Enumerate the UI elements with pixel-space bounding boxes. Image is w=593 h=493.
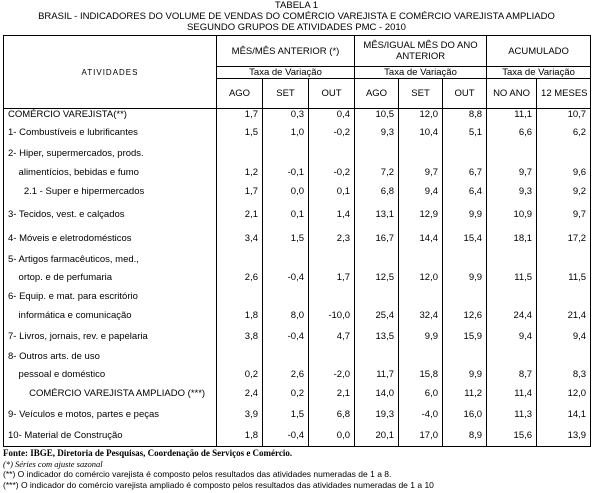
row-value: 1,8	[217, 307, 263, 325]
row-value: 11,7	[355, 366, 399, 383]
row-value	[537, 286, 591, 307]
table-number: TABELA 1	[274, 0, 319, 11]
row-value: 9,6	[537, 163, 591, 182]
row-value: 6,7	[443, 163, 487, 182]
row-value: 10,4	[399, 121, 443, 144]
row-value: 0,2	[263, 383, 309, 404]
row-value	[487, 144, 537, 163]
row-value: -0,4	[263, 325, 309, 348]
row-value: 9,4	[537, 325, 591, 348]
row-label: 1- Combustíveis e lubrificantes	[4, 121, 217, 144]
group-header-mes-anterior: MÊS/MÊS ANTERIOR (*)	[217, 36, 355, 67]
row-value: 19,3	[355, 404, 399, 425]
row-label: 7- Livros, jornais, rev. e papelaria	[4, 325, 217, 348]
col-header: AGO	[355, 79, 399, 109]
row-value: 9,7	[537, 202, 591, 227]
footnote-3: (***) O indicador do comércio varejista ampliado é composto pelos resultados das atividades numeradas de 1 a 10	[3, 479, 434, 490]
row-value: 9,9	[443, 269, 487, 286]
row-label: informática e comunicação	[4, 307, 217, 325]
table-row	[4, 121, 591, 144]
table-row	[4, 404, 591, 425]
row-value: 25,4	[355, 307, 399, 325]
row-value	[309, 144, 355, 163]
row-value: 15,8	[399, 366, 443, 383]
row-value: 1,4	[309, 202, 355, 227]
row-value: 11,3	[487, 404, 537, 425]
row-label: 4- Móveis e eletrodomésticos	[4, 227, 217, 251]
row-value: -0,4	[263, 269, 309, 286]
row-value: 9,9	[399, 325, 443, 348]
table-row	[4, 366, 591, 383]
subheader-taxa: Taxa de Variação	[217, 67, 355, 79]
row-value: 8,9	[443, 425, 487, 447]
row-value: 8,3	[537, 366, 591, 383]
row-value: 21,4	[537, 307, 591, 325]
row-value: 7,2	[355, 163, 399, 182]
row-value: 32,4	[399, 307, 443, 325]
row-value	[355, 286, 399, 307]
row-value: -0,4	[263, 425, 309, 447]
row-value	[399, 251, 443, 269]
row-label: COMÉRCIO VAREJISTA(**)	[4, 109, 217, 121]
row-value	[355, 348, 399, 366]
row-value: -10,0	[309, 307, 355, 325]
table-row	[4, 425, 591, 447]
row-value: 1,0	[263, 121, 309, 144]
row-value: 9,9	[443, 202, 487, 227]
row-value: 9,4	[399, 182, 443, 202]
row-value: 11,5	[537, 269, 591, 286]
row-value: 1,5	[217, 121, 263, 144]
table-row	[4, 383, 591, 404]
row-value: 10,7	[537, 109, 591, 121]
row-value	[399, 286, 443, 307]
source-note: Fonte: IBGE, Diretoria de Pesquisas, Coordenação de Serviços e Comércio.	[3, 448, 293, 458]
table-row	[4, 348, 591, 366]
row-value: 8,7	[487, 366, 537, 383]
row-value: 0,1	[263, 202, 309, 227]
row-value: 11,4	[487, 383, 537, 404]
row-value	[355, 144, 399, 163]
row-value: 15,6	[487, 425, 537, 447]
row-value: 10,9	[487, 202, 537, 227]
row-value: 16,7	[355, 227, 399, 251]
row-label: 6- Equip. e mat. para escritório	[4, 286, 217, 307]
row-value	[487, 251, 537, 269]
row-value	[487, 348, 537, 366]
row-value: 6,6	[487, 121, 537, 144]
row-value: -0,1	[263, 163, 309, 182]
row-value: 15,9	[443, 325, 487, 348]
row-value	[537, 348, 591, 366]
row-value: 9,3	[355, 121, 399, 144]
row-value: 6,4	[443, 182, 487, 202]
row-label: pessoal e doméstico	[4, 366, 217, 383]
row-value: 9,2	[537, 182, 591, 202]
row-value: 0,1	[309, 182, 355, 202]
row-value: 4,7	[309, 325, 355, 348]
row-value: 13,9	[537, 425, 591, 447]
row-value: 11,1	[487, 109, 537, 121]
row-value	[355, 251, 399, 269]
table-row	[4, 251, 591, 269]
row-value: 1,7	[217, 109, 263, 121]
row-value	[443, 144, 487, 163]
row-value	[537, 251, 591, 269]
row-value	[443, 251, 487, 269]
row-value: 5,1	[443, 121, 487, 144]
row-value: 1,2	[217, 163, 263, 182]
row-label: ortop. e de perfumaria	[4, 269, 217, 286]
row-value: 2,6	[263, 366, 309, 383]
subheader-taxa: Taxa de Variação	[487, 67, 591, 79]
row-value	[309, 348, 355, 366]
row-value: 6,0	[399, 383, 443, 404]
row-value: 3,4	[217, 227, 263, 251]
row-value: 2,3	[309, 227, 355, 251]
table-row	[4, 325, 591, 348]
row-value	[263, 286, 309, 307]
row-value: 12,0	[399, 269, 443, 286]
row-value: 24,4	[487, 307, 537, 325]
table-row	[4, 163, 591, 182]
row-label: 8- Outros arts. de uso	[4, 348, 217, 366]
row-value: 15,4	[443, 227, 487, 251]
row-label: COMÉRCIO VAREJISTA AMPLIADO (***)	[4, 383, 217, 404]
row-value: 13,5	[355, 325, 399, 348]
indicators-table	[3, 35, 591, 447]
row-value: 9,7	[399, 163, 443, 182]
row-value	[309, 286, 355, 307]
footnote-1: (*) Séries com ajuste sazonal	[3, 458, 103, 469]
row-value: 6,8	[309, 404, 355, 425]
table-row	[4, 227, 591, 251]
row-value	[443, 286, 487, 307]
row-value: 12,0	[399, 109, 443, 121]
row-value	[487, 286, 537, 307]
row-value: 2,4	[217, 383, 263, 404]
row-value: 11,5	[487, 269, 537, 286]
row-value	[217, 144, 263, 163]
row-value	[217, 251, 263, 269]
row-value: 13,1	[355, 202, 399, 227]
table-row	[4, 144, 591, 163]
row-value: 2,1	[309, 383, 355, 404]
row-value	[537, 144, 591, 163]
row-value: 12,6	[443, 307, 487, 325]
row-value: 6,8	[355, 182, 399, 202]
row-value: 14,0	[355, 383, 399, 404]
row-value: 20,1	[355, 425, 399, 447]
row-value	[217, 286, 263, 307]
row-value	[263, 348, 309, 366]
row-value: 18,1	[487, 227, 537, 251]
row-value: 14,1	[537, 404, 591, 425]
table-row	[4, 269, 591, 286]
atividades-header: ATIVIDADES	[4, 36, 217, 109]
row-value: 12,5	[355, 269, 399, 286]
col-header: OUT	[309, 79, 355, 109]
row-value: 0,3	[263, 109, 309, 121]
row-value: 8,8	[443, 109, 487, 121]
group-header-acumulado: ACUMULADO	[487, 36, 591, 67]
row-value: 16,0	[443, 404, 487, 425]
row-value: 3,9	[217, 404, 263, 425]
row-value: 1,5	[263, 404, 309, 425]
row-value: 17,2	[537, 227, 591, 251]
row-value: -0,2	[309, 121, 355, 144]
row-value	[309, 251, 355, 269]
row-label: 5- Artigos farmacêuticos, med.,	[4, 251, 217, 269]
footnotes	[3, 448, 590, 490]
row-value: 1,7	[217, 182, 263, 202]
row-value: 9,4	[487, 325, 537, 348]
row-value: 14,4	[399, 227, 443, 251]
table-row	[4, 202, 591, 227]
row-value: 6,2	[537, 121, 591, 144]
row-value: 1,7	[309, 269, 355, 286]
row-value: 0,0	[263, 182, 309, 202]
row-value: 3,8	[217, 325, 263, 348]
row-value: 12,9	[399, 202, 443, 227]
row-value: 8,0	[263, 307, 309, 325]
row-value	[399, 144, 443, 163]
subheader-taxa: Taxa de Variação	[355, 67, 487, 79]
table-row	[4, 182, 591, 202]
row-label: 10- Material de Construção	[4, 425, 217, 447]
row-value: -2,0	[309, 366, 355, 383]
table-row	[4, 307, 591, 325]
row-label: 2.1 - Super e hipermercados	[4, 182, 217, 202]
col-header: SET	[263, 79, 309, 109]
row-value: 0,4	[309, 109, 355, 121]
row-value: 12,0	[537, 383, 591, 404]
table-row	[4, 109, 591, 121]
row-value	[399, 348, 443, 366]
col-header: OUT	[443, 79, 487, 109]
col-header: SET	[399, 79, 443, 109]
row-label: 3- Tecidos, vest. e calçados	[4, 202, 217, 227]
row-value: 17,0	[399, 425, 443, 447]
footnote-2: (**) O indicador do comércio varejista é composto pelos resultados das atividades numeradas de 1 a 8.	[3, 469, 392, 479]
row-value: 2,6	[217, 269, 263, 286]
row-value: -0,2	[309, 163, 355, 182]
row-value: 2,1	[217, 202, 263, 227]
row-value: -4,0	[399, 404, 443, 425]
col-header: AGO	[217, 79, 263, 109]
row-value: 0,0	[309, 425, 355, 447]
col-header: 12 MESES	[537, 79, 591, 109]
row-value: 9,9	[443, 366, 487, 383]
row-value	[263, 251, 309, 269]
row-value: 9,7	[487, 163, 537, 182]
row-label: alimentícios, bebidas e fumo	[4, 163, 217, 182]
row-value: 1,8	[217, 425, 263, 447]
row-value	[263, 144, 309, 163]
row-value: 1,5	[263, 227, 309, 251]
table-title: BRASIL - INDICADORES DO VOLUME DE VENDAS DO COMÉRCIO VAREJISTA E COMÉRCIO VAREJISTA AMPLIADO	[38, 11, 555, 22]
table-subtitle: SEGUNDO GRUPOS DE ATIVIDADES PMC - 2010	[187, 22, 406, 33]
group-header-igual-mes: MÊS/IGUAL MÊS DO ANO ANTERIOR	[355, 36, 487, 67]
row-label: 9- Veículos e motos, partes e peças	[4, 404, 217, 425]
row-value	[217, 348, 263, 366]
row-value: 9,3	[487, 182, 537, 202]
col-header: NO ANO	[487, 79, 537, 109]
row-value: 0,2	[217, 366, 263, 383]
row-value	[443, 348, 487, 366]
row-label: 2- Hiper, supermercados, prods.	[4, 144, 217, 163]
row-value: 10,5	[355, 109, 399, 121]
table-row	[4, 286, 591, 307]
row-value: 11,2	[443, 383, 487, 404]
